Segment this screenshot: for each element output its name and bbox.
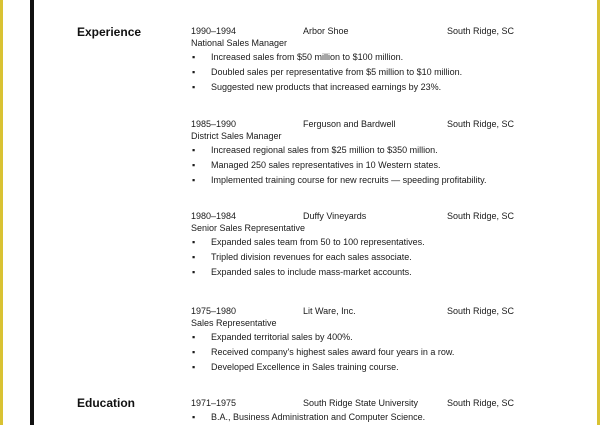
bullet-text: Developed Excellence in Sales training course.: [211, 362, 399, 372]
job-entry: [191, 305, 531, 376]
bullet-text: Tripled division revenues for each sales associate.: [211, 252, 412, 262]
job-bullets: [191, 236, 531, 278]
job-company: Arbor Shoe: [303, 26, 349, 36]
education-dates: 1971–1975: [191, 398, 237, 408]
bullet-text: Increased sales from $50 million to $100 million.: [211, 52, 404, 62]
job-title: Sales Representative: [191, 318, 277, 328]
job-location: South Ridge, SC: [447, 211, 515, 221]
bullet-text: Managed 250 sales representatives in 10 Western states.: [211, 160, 441, 170]
bullet-icon: ▪: [192, 332, 196, 342]
job-location: South Ridge, SC: [447, 306, 515, 316]
job-header: [191, 210, 531, 222]
job-dates: 1985–1990: [191, 119, 237, 129]
job-bullets: [191, 144, 531, 186]
education-heading: Education: [77, 396, 136, 410]
experience-heading: Experience: [77, 25, 142, 39]
bullet-icon: ▪: [192, 237, 196, 247]
bullet-item: [191, 144, 531, 156]
job-entry: [191, 210, 531, 281]
job-company: Ferguson and Bardwell: [303, 119, 396, 129]
bullet-text: Expanded sales to include mass-market accounts.: [211, 267, 412, 277]
bullet-item: [191, 236, 531, 248]
education-entry: [191, 397, 531, 425]
bullet-item: [191, 81, 531, 93]
bullet-icon: ▪: [192, 67, 196, 77]
job-entry: [191, 25, 531, 96]
bullet-icon: ▪: [192, 412, 196, 422]
job-entry: [191, 118, 531, 189]
job-title: National Sales Manager: [191, 38, 288, 48]
bullet-text: Expanded sales team from 50 to 100 representatives.: [211, 237, 425, 247]
bullet-text: B.A., Business Administration and Computer Science.: [211, 412, 426, 422]
bullet-item: [191, 411, 531, 423]
job-dates: 1975–1980: [191, 306, 237, 316]
left-margin-rule: [30, 0, 34, 425]
bullet-item: [191, 346, 531, 358]
bullet-text: Suggested new products that increased earnings by 23%.: [211, 82, 442, 92]
bullet-icon: ▪: [192, 267, 196, 277]
bullet-icon: ▪: [192, 347, 196, 357]
education-location: South Ridge, SC: [447, 398, 515, 408]
bullet-item: [191, 174, 531, 186]
job-bullets: [191, 51, 531, 93]
bullet-icon: ▪: [192, 145, 196, 155]
bullet-item: [191, 251, 531, 263]
education-bullets: [191, 411, 531, 423]
bullet-text: Expanded territorial sales by 400%.: [211, 332, 353, 342]
job-location: South Ridge, SC: [447, 26, 515, 36]
bullet-item: [191, 361, 531, 373]
bullet-icon: ▪: [192, 362, 196, 372]
job-company: Lit Ware, Inc.: [303, 306, 356, 316]
bullet-icon: ▪: [192, 52, 196, 62]
bullet-icon: ▪: [192, 82, 196, 92]
bullet-item: [191, 331, 531, 343]
job-bullets: [191, 331, 531, 373]
job-header: [191, 25, 531, 37]
job-location: South Ridge, SC: [447, 119, 515, 129]
bullet-text: Implemented training course for new recruits — speeding profitability.: [211, 175, 487, 185]
bullet-icon: ▪: [192, 175, 196, 185]
job-title: District Sales Manager: [191, 131, 282, 141]
bullet-item: [191, 66, 531, 78]
job-title: Senior Sales Representative: [191, 223, 306, 233]
bullet-icon: ▪: [192, 252, 196, 262]
job-company: Duffy Vineyards: [303, 211, 367, 221]
bullet-item: [191, 159, 531, 171]
job-dates: 1990–1994: [191, 26, 237, 36]
bullet-item: [191, 266, 531, 278]
education-header: [191, 397, 531, 409]
job-header: [191, 305, 531, 317]
bullet-text: Received company's highest sales award four years in a row.: [211, 347, 455, 357]
bullet-item: [191, 51, 531, 63]
job-header: [191, 118, 531, 130]
bullet-text: Increased regional sales from $25 million to $350 million.: [211, 145, 438, 155]
bullet-icon: ▪: [192, 160, 196, 170]
education-school: South Ridge State University: [303, 398, 419, 408]
bullet-text: Doubled sales per representative from $5 million to $10 million.: [211, 67, 463, 77]
job-dates: 1980–1984: [191, 211, 237, 221]
